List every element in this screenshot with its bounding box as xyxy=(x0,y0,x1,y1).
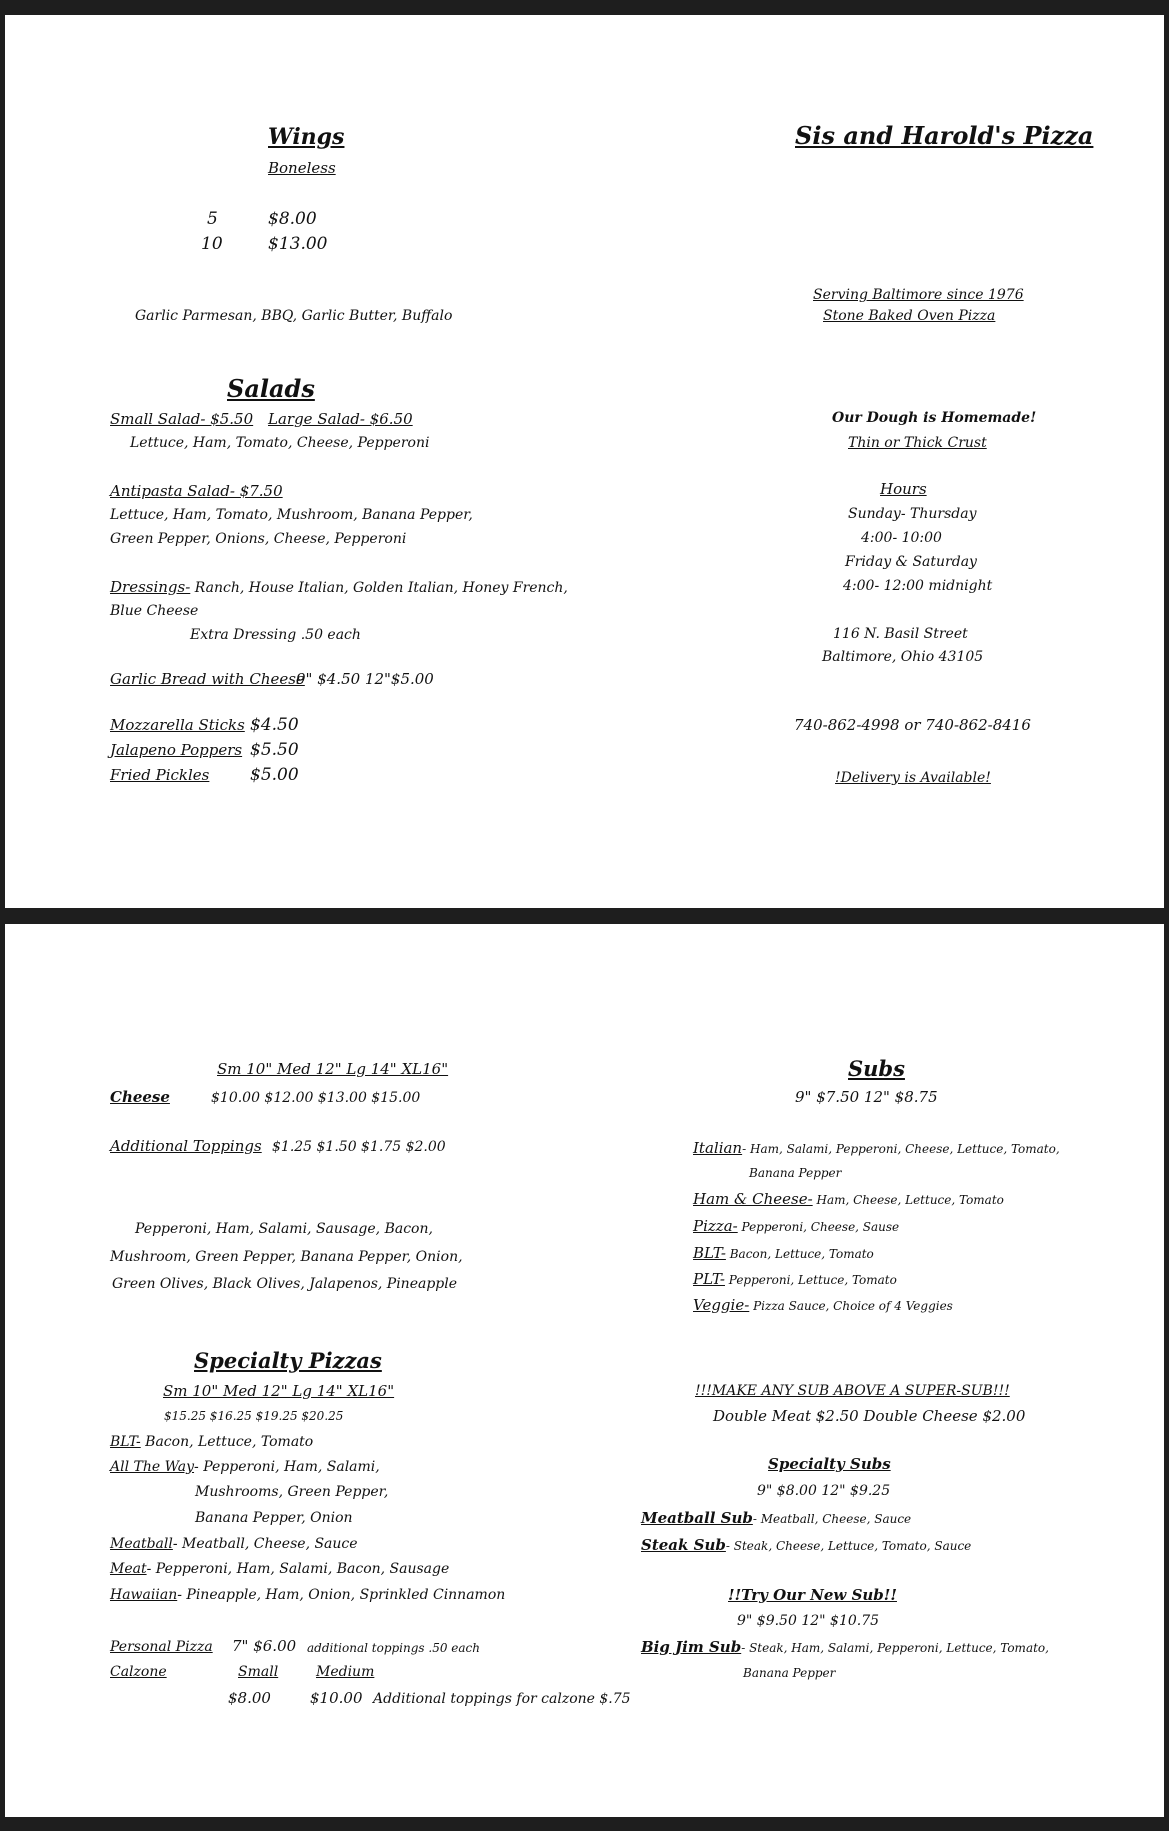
serving-since: Serving Baltimore since 1976 xyxy=(813,287,1024,303)
specialty-prices: $15.25 $16.25 $19.25 $20.25 xyxy=(164,1409,344,1423)
sub-pizza-line xyxy=(693,1219,899,1234)
sp-hawaiian-line xyxy=(110,1588,505,1602)
sp-allway-line xyxy=(110,1460,380,1474)
personal-pizza-note: additional toppings .50 each xyxy=(307,1641,481,1655)
antipasta-salad: Antipasta Salad- $7.50 xyxy=(110,482,283,500)
app-name-pickles: Fried Pickles xyxy=(110,766,210,784)
sp-blt-label: BLT- xyxy=(110,1434,141,1450)
toppings-list-2: Mushroom, Green Pepper, Banana Pepper, Onion, xyxy=(110,1249,463,1265)
stone-baked: Stone Baked Oven Pizza xyxy=(823,308,996,324)
hours-title: Hours xyxy=(880,480,927,498)
restaurant-name: Sis and Harold's Pizza xyxy=(795,121,1094,150)
hours-time-2: 4:00- 12:00 midnight xyxy=(843,578,993,594)
phone-numbers: 740-862-4998 or 740-862-8416 xyxy=(794,716,1031,734)
calzone-medium-label: Medium xyxy=(316,1664,375,1680)
small-salad: Small Salad- $5.50 xyxy=(110,410,254,428)
toppings-list-3: Green Olives, Black Olives, Jalapenos, Pineapple xyxy=(112,1276,458,1292)
toppings-prices: $1.25 $1.50 $1.75 $2.00 xyxy=(272,1139,446,1155)
sp-blt-line xyxy=(110,1435,313,1449)
wings-qty-5: 5 xyxy=(207,209,218,229)
sp-allway-desc-3: Banana Pepper, Onion xyxy=(195,1510,353,1526)
sub-veggie-desc: Pizza Sauce, Choice of 4 Veggies xyxy=(749,1299,953,1313)
sub-italian-label: Italian xyxy=(693,1139,743,1157)
sub-blt-label: BLT- xyxy=(693,1244,726,1262)
sp-allway-desc-2: Mushrooms, Green Pepper, xyxy=(195,1484,389,1500)
specialty-sizes: Sm 10" Med 12" Lg 14" XL16" xyxy=(163,1382,395,1400)
hours-days-2: Friday & Saturday xyxy=(845,554,977,570)
sub-italian-desc: - Ham, Salami, Pepperoni, Cheese, Lettuce, Tomato, xyxy=(742,1142,1060,1156)
personal-pizza-label: Personal Pizza xyxy=(110,1639,213,1655)
sub-hamcheese-line xyxy=(693,1192,1004,1207)
wings-flavors: Garlic Parmesan, BBQ, Garlic Butter, Buffalo xyxy=(135,308,453,324)
calzone-small-price: $8.00 xyxy=(228,1689,271,1707)
dough-homemade: Our Dough is Homemade! xyxy=(832,410,1037,426)
sp-hawaiian-label: Hawaiian xyxy=(110,1587,178,1603)
sp-allway-desc-1: - Pepperoni, Ham, Salami, xyxy=(194,1459,380,1475)
big-jim-desc-2: Banana Pepper xyxy=(743,1666,836,1680)
specialty-subs-prices: 9" $8.00 12" $9.25 xyxy=(757,1483,891,1499)
sp-hawaiian-desc: - Pineapple, Ham, Onion, Sprinkled Cinnamon xyxy=(177,1587,506,1603)
hours-days-1: Sunday- Thursday xyxy=(848,506,977,522)
sp-meat-desc: - Pepperoni, Ham, Salami, Bacon, Sausage xyxy=(146,1561,450,1577)
garlic-bread-label: Garlic Bread with Cheese xyxy=(110,670,305,688)
address-city: Baltimore, Ohio 43105 xyxy=(822,649,984,665)
sub-hamcheese-desc: Ham, Cheese, Lettuce, Tomato xyxy=(812,1193,1004,1207)
dressings-label: Dressings- xyxy=(110,578,191,596)
sub-plt-desc: Pepperoni, Lettuce, Tomato xyxy=(724,1273,897,1287)
app-name-jalapeno: Jalapeno Poppers xyxy=(110,741,243,759)
wings-subtitle: Boneless xyxy=(268,159,336,177)
meatball-sub-desc: - Meatball, Cheese, Sauce xyxy=(752,1512,912,1526)
cheese-label: Cheese xyxy=(110,1088,170,1106)
super-sub-banner: !!!MAKE ANY SUB ABOVE A SUPER-SUB!!! xyxy=(695,1383,1010,1399)
app-price-mozz: $4.50 xyxy=(250,715,299,735)
dressings-list: Ranch, House Italian, Golden Italian, Honey French, xyxy=(190,580,568,596)
new-sub-prices: 9" $9.50 12" $10.75 xyxy=(737,1613,880,1629)
subs-prices: 9" $7.50 12" $8.75 xyxy=(795,1088,938,1106)
delivery-available: !Delivery is Available! xyxy=(835,770,991,786)
toppings-label: Additional Toppings xyxy=(110,1137,262,1155)
garlic-bread-prices: 9" $4.50 12"$5.00 xyxy=(296,670,434,688)
sp-allway-label: All The Way xyxy=(110,1459,195,1475)
hours-time-1: 4:00- 10:00 xyxy=(861,530,942,546)
specialty-pizzas-title: Specialty Pizzas xyxy=(194,1348,382,1373)
calzone-medium-price: $10.00 xyxy=(310,1689,363,1707)
sp-blt-desc: Bacon, Lettuce, Tomato xyxy=(140,1434,314,1450)
sub-pizza-label: Pizza- xyxy=(693,1217,738,1235)
big-jim-line xyxy=(641,1640,1049,1655)
sub-hamcheese-label: Ham & Cheese- xyxy=(693,1190,813,1208)
double-meat-cheese: Double Meat $2.50 Double Cheese $2.00 xyxy=(713,1407,1026,1425)
specialty-subs-title: Specialty Subs xyxy=(768,1455,891,1473)
big-jim-desc: - Steak, Ham, Salami, Pepperoni, Lettuce, Tomato, xyxy=(741,1641,1049,1655)
wings-title: Wings xyxy=(268,124,345,150)
address-street: 116 N. Basil Street xyxy=(833,626,968,642)
new-sub-title: !!Try Our New Sub!! xyxy=(728,1586,897,1604)
sub-veggie-line xyxy=(693,1298,953,1313)
subs-title: Subs xyxy=(848,1056,905,1081)
antipasta-desc-2: Green Pepper, Onions, Cheese, Pepperoni xyxy=(110,531,407,547)
wings-qty-10: 10 xyxy=(201,234,223,254)
meatball-sub-label: Meatball Sub xyxy=(641,1509,753,1527)
personal-pizza-price: 7" $6.00 xyxy=(232,1637,297,1655)
sp-meat-label: Meat xyxy=(110,1561,147,1577)
steak-sub-line xyxy=(641,1538,971,1553)
calzone-note: Additional toppings for calzone $.75 xyxy=(373,1691,631,1707)
crust-options: Thin or Thick Crust xyxy=(848,435,987,451)
sub-pizza-desc: Pepperoni, Cheese, Sause xyxy=(737,1220,900,1234)
sub-italian-line xyxy=(693,1141,1060,1156)
app-name-mozz: Mozzarella Sticks xyxy=(110,716,245,734)
sp-meat-line xyxy=(110,1562,449,1576)
pizza-sizes: Sm 10" Med 12" Lg 14" XL16" xyxy=(217,1060,449,1078)
steak-sub-label: Steak Sub xyxy=(641,1536,726,1554)
sp-meatball-label: Meatball xyxy=(110,1536,173,1552)
calzone-small-label: Small xyxy=(238,1664,279,1680)
wings-price-5: $8.00 xyxy=(268,209,317,229)
sub-veggie-label: Veggie- xyxy=(693,1296,750,1314)
app-price-jalapeno: $5.50 xyxy=(250,740,299,760)
sub-blt-desc: Bacon, Lettuce, Tomato xyxy=(725,1247,874,1261)
menu-page-2 xyxy=(5,924,1164,1817)
menu-page-1 xyxy=(5,15,1164,908)
large-salad: Large Salad- $6.50 xyxy=(268,410,413,428)
app-price-pickles: $5.00 xyxy=(250,765,299,785)
steak-sub-desc: - Steak, Cheese, Lettuce, Tomato, Sauce xyxy=(725,1539,972,1553)
calzone-label: Calzone xyxy=(110,1664,167,1680)
small-salad-desc: Lettuce, Ham, Tomato, Cheese, Pepperoni xyxy=(130,435,430,451)
extra-dressing: Extra Dressing .50 each xyxy=(190,627,361,643)
dressings-list-2: Blue Cheese xyxy=(110,603,199,619)
big-jim-label: Big Jim Sub xyxy=(641,1638,742,1656)
sub-plt-label: PLT- xyxy=(693,1270,725,1288)
meatball-sub-line xyxy=(641,1511,911,1526)
cheese-prices: $10.00 $12.00 $13.00 $15.00 xyxy=(211,1090,421,1106)
toppings-list-1: Pepperoni, Ham, Salami, Sausage, Bacon, xyxy=(135,1221,433,1237)
antipasta-desc-1: Lettuce, Ham, Tomato, Mushroom, Banana Pepper, xyxy=(110,507,473,523)
sub-plt-line xyxy=(693,1272,897,1287)
sub-blt-line xyxy=(693,1246,874,1261)
sub-italian-desc-2: Banana Pepper xyxy=(749,1166,842,1180)
salads-title: Salads xyxy=(227,374,315,403)
sp-meatball-desc: - Meatball, Cheese, Sauce xyxy=(172,1536,358,1552)
sp-meatball-line xyxy=(110,1537,358,1551)
wings-price-10: $13.00 xyxy=(268,234,328,254)
dressings-line xyxy=(110,580,568,595)
